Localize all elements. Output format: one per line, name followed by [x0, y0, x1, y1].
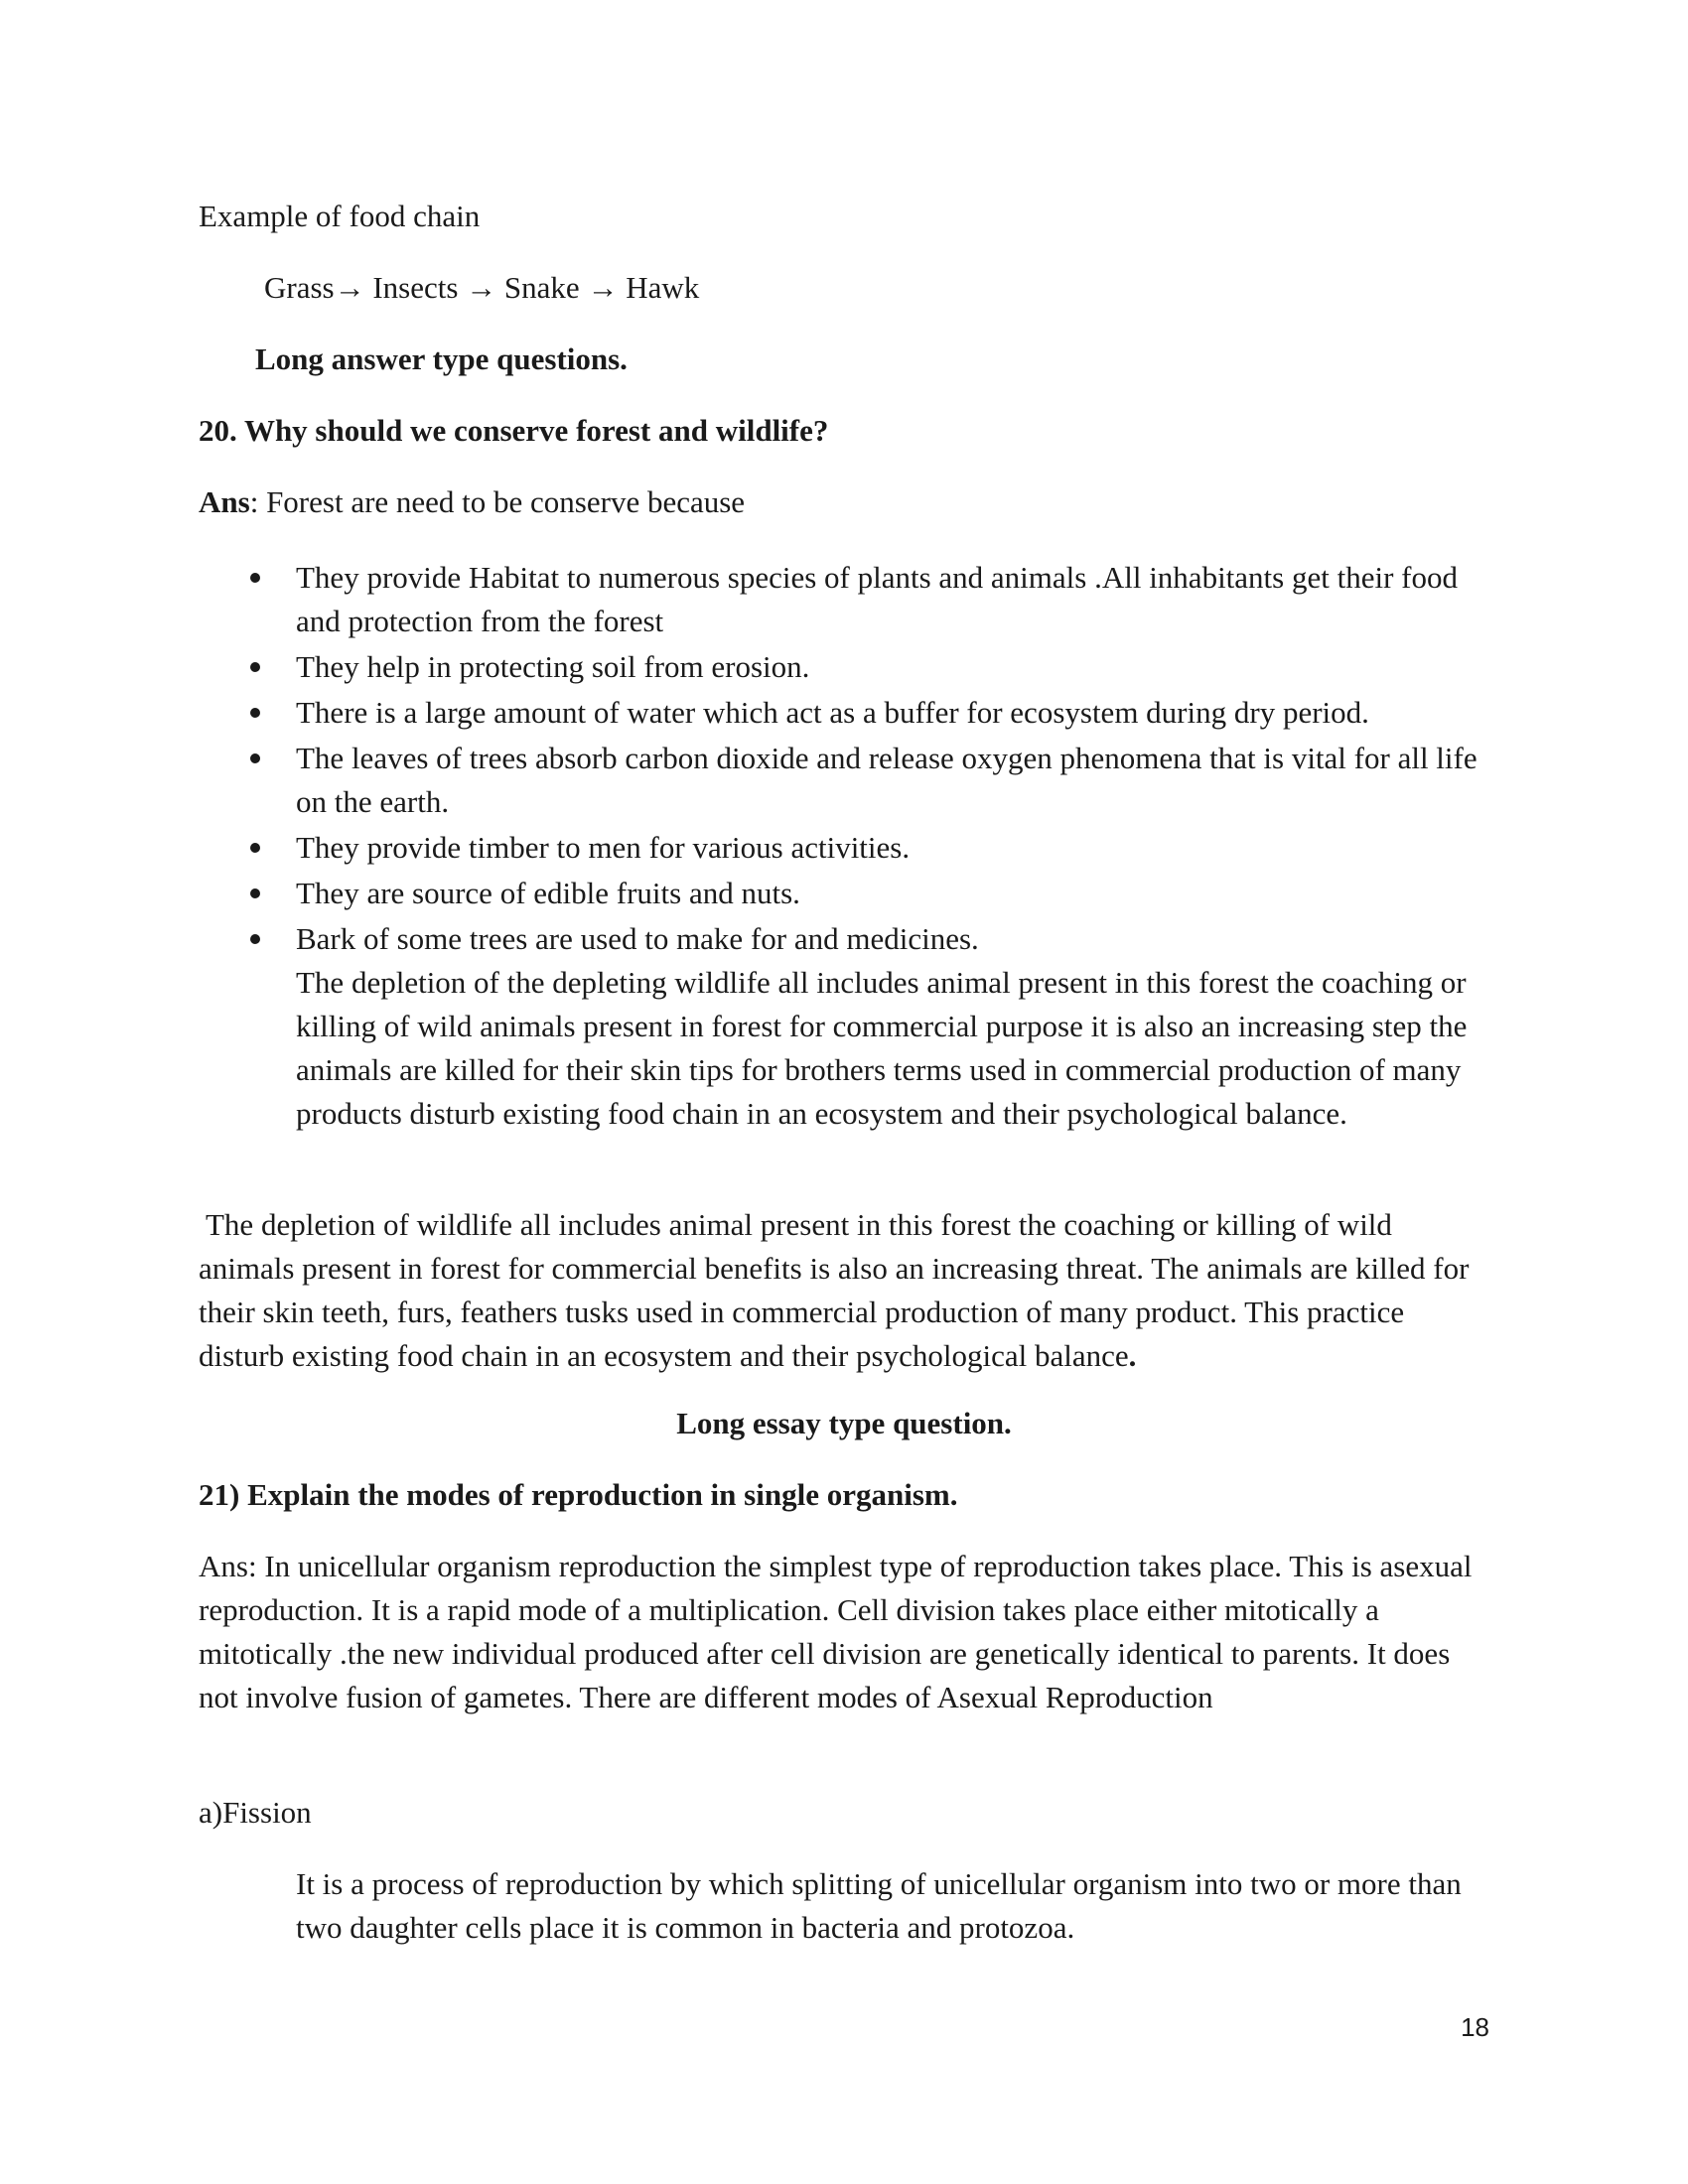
fission-label: a)Fission	[199, 1795, 312, 1830]
list-item	[0, 872, 1487, 915]
list-item	[0, 691, 1487, 735]
list-item-text: They provide timber to men for various activities.	[296, 830, 911, 865]
list-item	[0, 556, 1487, 643]
list-item	[0, 645, 1487, 689]
question-21: 21) Explain the modes of reproduction in single organism.	[199, 1477, 958, 1512]
fission-description: It is a process of reproduction by which splitting of unicellular organism into two or more than two daughter cells place it is common in bacteria and protozoa.	[296, 1866, 1462, 1945]
answer-20-text: : Forest are need to be conserve because	[249, 484, 746, 519]
list-item-text: Bark of some trees are used to make for and medicines.	[296, 921, 979, 956]
list-item	[0, 826, 1487, 870]
bullet-icon	[250, 573, 260, 583]
list-item-text: They provide Habitat to numerous species of plants and animals .All inhabitants get their food and protection from the forest	[296, 560, 1458, 638]
wildlife-depletion-paragraph	[199, 1203, 1494, 1378]
closing-period: .	[1128, 1338, 1137, 1373]
bullet-continuation: The depletion of the depleting wildlife all includes animal present in this forest the coaching or killing of wild animals present in forest for commercial purpose it is also an increasing step the animals are killed for their skin tips for brothers terms used in commercial production of many products disturb existing food chain in an ecosystem and their psychological balance.	[296, 965, 1468, 1131]
bullet-icon	[250, 753, 260, 763]
bullet-icon	[250, 934, 260, 944]
bullet-icon	[250, 662, 260, 672]
bullet-icon	[250, 708, 260, 718]
answer-label: Ans	[199, 484, 250, 519]
answer-21: Ans: In unicellular organism reproduction the simplest type of reproduction takes place. This is asexual reproduction. It is a rapid mode of a multiplication. Cell division takes place either mitotically a mitotically .the new individual produced after cell division are genetically identical to parents. It does not involve fusion of gametes. There are different modes of Asexual Reproduction	[199, 1549, 1473, 1714]
bullet-icon	[250, 843, 260, 853]
long-answer-heading: Long answer type questions.	[255, 341, 628, 376]
page-number: 18	[1461, 2012, 1489, 2042]
conservation-reasons-list	[0, 556, 1489, 1138]
long-essay-heading: Long essay type question.	[676, 1406, 1012, 1440]
list-item	[0, 917, 1487, 1136]
list-item-text: There is a large amount of water which act as a buffer for ecosystem during dry period.	[296, 695, 1369, 730]
answer-20-intro	[199, 480, 745, 524]
bullet-icon	[250, 888, 260, 898]
list-item-text: They help in protecting soil from erosion.	[296, 649, 810, 684]
food-chain-example: Grass→ Insects → Snake → Hawk	[264, 270, 700, 305]
list-item-text: They are source of edible fruits and nuts.	[296, 876, 800, 910]
wildlife-depletion-text: The depletion of wildlife all includes animal present in this forest the coaching or killing of wild animals present in forest for commercial benefits is also an increasing threat. The animals are killed for their skin teeth, furs, feathers tusks used in commercial production of many product. This practice disturb existing food chain in an ecosystem and their psychological balance	[199, 1207, 1470, 1373]
question-20: 20. Why should we conserve forest and wildlife?	[199, 413, 829, 448]
list-item-text: The leaves of trees absorb carbon dioxide and release oxygen phenomena that is vital for all life on the earth.	[296, 741, 1477, 819]
food-chain-label: Example of food chain	[199, 199, 481, 233]
list-item	[0, 737, 1487, 824]
